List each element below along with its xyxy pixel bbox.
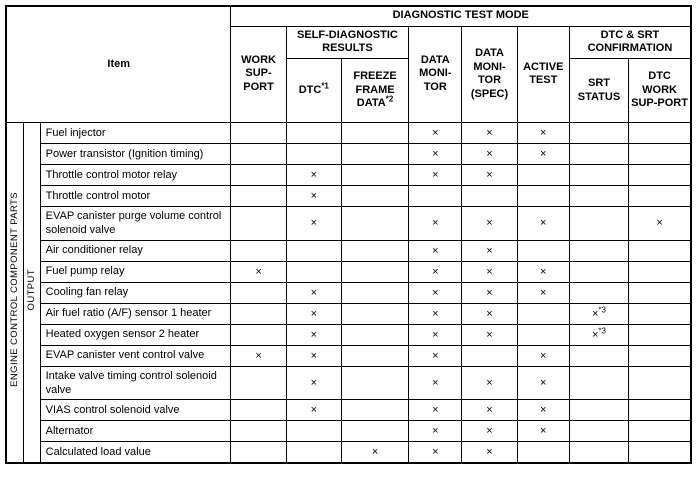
cell-active-test: × — [517, 207, 569, 241]
cell-dtc: × — [286, 400, 341, 421]
cell-dtc — [286, 144, 341, 165]
cell-data-monitor-spec — [462, 345, 517, 366]
cell-data-monitor-spec: × — [462, 400, 517, 421]
cell-srt-status — [569, 282, 628, 303]
cell-dtc — [286, 261, 341, 282]
row-item-label: Throttle control motor — [40, 186, 231, 207]
row-item-label: Intake valve timing control solenoid valve — [40, 366, 231, 400]
cell-dtc — [286, 240, 341, 261]
cell-active-test — [517, 165, 569, 186]
cell-data-monitor: × — [409, 324, 462, 345]
cell-srt-status — [569, 186, 628, 207]
cell-data-monitor: × — [409, 144, 462, 165]
cell-freeze-frame-data — [341, 400, 408, 421]
cell-work-support: × — [231, 345, 286, 366]
cell-active-test: × — [517, 345, 569, 366]
cell-srt-status — [569, 144, 628, 165]
cell-data-monitor-spec: × — [462, 366, 517, 400]
cell-freeze-frame-data — [341, 345, 408, 366]
cell-work-support — [231, 442, 286, 463]
cell-data-monitor: × — [409, 421, 462, 442]
cell-work-support — [231, 207, 286, 241]
cell-data-monitor: × — [409, 282, 462, 303]
table-header — [6, 6, 691, 123]
cell-work-support — [231, 165, 286, 186]
row-item-label: Power transistor (Ignition timing) — [40, 144, 231, 165]
row-item-label: Calculated load value — [40, 442, 231, 463]
row-item-label: EVAP canister vent control valve — [40, 345, 231, 366]
cell-data-monitor: × — [409, 345, 462, 366]
cell-work-support — [231, 282, 286, 303]
cell-srt-status — [569, 207, 628, 241]
cell-data-monitor: × — [409, 207, 462, 241]
dtc-header: DTC$^{*1}$ — [286, 59, 341, 123]
cell-active-test: × — [517, 261, 569, 282]
cell-freeze-frame-data — [341, 186, 408, 207]
cell-data-monitor: × — [409, 366, 462, 400]
cell-active-test: × — [517, 282, 569, 303]
cell-srt-status — [569, 400, 628, 421]
table-row — [6, 345, 691, 366]
cell-freeze-frame-data: × — [341, 442, 408, 463]
cell-active-test: × — [517, 144, 569, 165]
cell-dtc: × — [286, 324, 341, 345]
row-item-label: Heated oxygen sensor 2 heater — [40, 324, 231, 345]
cell-dtc-work-support — [629, 186, 691, 207]
cell-freeze-frame-data — [341, 123, 408, 144]
row-item-label: Fuel pump relay — [40, 261, 231, 282]
row-item-label: Air fuel ratio (A/F) sensor 1 heater — [40, 303, 231, 324]
cell-data-monitor: × — [409, 303, 462, 324]
dtc-srt-confirmation-header: DTC & SRT CONFIRMATION — [569, 26, 691, 59]
cell-data-monitor-spec: × — [462, 282, 517, 303]
cell-active-test: × — [517, 421, 569, 442]
engine-control-component-parts-label: ENGINE CONTROL COMPONENT PARTS — [9, 192, 21, 388]
cell-srt-status — [569, 442, 628, 463]
cell-data-monitor-spec: × — [462, 324, 517, 345]
cell-srt-status — [569, 261, 628, 282]
cell-data-monitor: × — [409, 442, 462, 463]
cell-dtc-work-support — [629, 345, 691, 366]
diag-table-body — [6, 123, 691, 463]
cell-dtc-work-support — [629, 282, 691, 303]
cell-srt-status — [569, 345, 628, 366]
table-row — [6, 400, 691, 421]
cell-active-test: × — [517, 123, 569, 144]
cell-dtc-work-support — [629, 240, 691, 261]
cell-srt-status — [569, 123, 628, 144]
cell-active-test — [517, 186, 569, 207]
cell-work-support: × — [231, 261, 286, 282]
cell-srt-status: ×$^{*3}$ — [569, 303, 628, 324]
cell-freeze-frame-data — [341, 303, 408, 324]
cell-data-monitor-spec: × — [462, 165, 517, 186]
cell-work-support — [231, 303, 286, 324]
data-monitor-spec-header: DATA MONI-TOR (SPEC) — [462, 26, 517, 123]
cell-dtc: × — [286, 345, 341, 366]
freeze-frame-data-header: FREEZE FRAME DATA$^{*2}$ — [341, 59, 408, 123]
diagnostic-test-mode-table — [5, 5, 692, 464]
cell-data-monitor: × — [409, 240, 462, 261]
table-row — [6, 165, 691, 186]
self-diagnostic-results-header: SELF-DIAGNOSTIC RESULTS — [286, 26, 409, 59]
cell-freeze-frame-data — [341, 144, 408, 165]
cell-freeze-frame-data — [341, 282, 408, 303]
cell-data-monitor — [409, 186, 462, 207]
cell-dtc-work-support — [629, 442, 691, 463]
cell-work-support — [231, 240, 286, 261]
row-group-strip — [23, 123, 40, 463]
table-row — [6, 144, 691, 165]
cell-dtc: × — [286, 303, 341, 324]
cell-dtc-work-support — [629, 144, 691, 165]
cell-data-monitor-spec: × — [462, 261, 517, 282]
cell-freeze-frame-data — [341, 261, 408, 282]
cell-data-monitor-spec: × — [462, 421, 517, 442]
cell-work-support — [231, 366, 286, 400]
cell-work-support — [231, 421, 286, 442]
cell-data-monitor-spec: × — [462, 123, 517, 144]
cell-dtc — [286, 421, 341, 442]
row-item-label: EVAP canister purge volume control solenoid valve — [40, 207, 231, 241]
cell-data-monitor-spec — [462, 186, 517, 207]
cell-dtc — [286, 442, 341, 463]
cell-dtc-work-support — [629, 421, 691, 442]
cell-srt-status — [569, 366, 628, 400]
row-item-label: Air conditioner relay — [40, 240, 231, 261]
table-row — [6, 123, 691, 144]
cell-work-support — [231, 186, 286, 207]
cell-data-monitor-spec: × — [462, 207, 517, 241]
cell-srt-status — [569, 421, 628, 442]
row-item-label: Fuel injector — [40, 123, 231, 144]
cell-data-monitor-spec: × — [462, 442, 517, 463]
cell-active-test: × — [517, 400, 569, 421]
cell-data-monitor-spec: × — [462, 303, 517, 324]
table-row — [6, 324, 691, 345]
cell-active-test — [517, 324, 569, 345]
cell-freeze-frame-data — [341, 165, 408, 186]
cell-data-monitor: × — [409, 400, 462, 421]
cell-dtc: × — [286, 282, 341, 303]
cell-active-test — [517, 442, 569, 463]
cell-active-test: × — [517, 366, 569, 400]
table-row — [6, 282, 691, 303]
cell-work-support — [231, 324, 286, 345]
cell-work-support — [231, 123, 286, 144]
row-item-label: Cooling fan relay — [40, 282, 231, 303]
cell-data-monitor-spec: × — [462, 144, 517, 165]
cell-freeze-frame-data — [341, 366, 408, 400]
cell-dtc-work-support — [629, 400, 691, 421]
cell-work-support — [231, 144, 286, 165]
table-row — [6, 442, 691, 463]
cell-data-monitor: × — [409, 123, 462, 144]
diagnostic-test-mode-header: DIAGNOSTIC TEST MODE — [231, 6, 691, 26]
table-row — [6, 240, 691, 261]
cell-dtc: × — [286, 165, 341, 186]
row-item-label: Throttle control motor relay — [40, 165, 231, 186]
cell-dtc-work-support — [629, 123, 691, 144]
table-row — [6, 366, 691, 400]
row-item-label: Alternator — [40, 421, 231, 442]
data-monitor-header: DATA MONI-TOR — [409, 26, 462, 123]
cell-dtc: × — [286, 366, 341, 400]
cell-dtc-work-support — [629, 165, 691, 186]
item-column-header: Item — [6, 6, 231, 123]
table-row — [6, 421, 691, 442]
table-row — [6, 261, 691, 282]
cell-freeze-frame-data — [341, 421, 408, 442]
row-group-strip — [6, 123, 23, 463]
cell-dtc: × — [286, 186, 341, 207]
srt-status-header: SRT STATUS — [569, 59, 628, 123]
table-row — [6, 303, 691, 324]
row-item-label: VIAS control solenoid valve — [40, 400, 231, 421]
cell-data-monitor: × — [409, 261, 462, 282]
cell-srt-status — [569, 165, 628, 186]
cell-dtc: × — [286, 207, 341, 241]
cell-srt-status: ×$^{*3}$ — [569, 324, 628, 345]
cell-dtc-work-support — [629, 303, 691, 324]
active-test-header: ACTIVE TEST — [517, 26, 569, 123]
cell-data-monitor: × — [409, 165, 462, 186]
cell-srt-status — [569, 240, 628, 261]
dtc-work-support-header: DTC WORK SUP-PORT — [629, 59, 691, 123]
cell-dtc-work-support: × — [629, 207, 691, 241]
cell-dtc-work-support — [629, 366, 691, 400]
cell-freeze-frame-data — [341, 207, 408, 241]
header-row-1 — [6, 6, 691, 26]
cell-dtc — [286, 123, 341, 144]
table-row — [6, 186, 691, 207]
cell-freeze-frame-data — [341, 240, 408, 261]
cell-dtc-work-support — [629, 324, 691, 345]
cell-freeze-frame-data — [341, 324, 408, 345]
cell-data-monitor-spec: × — [462, 240, 517, 261]
work-support-header: WORK SUP-PORT — [231, 26, 286, 123]
table-row — [6, 207, 691, 241]
output-label: OUTPUT — [26, 269, 38, 311]
cell-active-test — [517, 240, 569, 261]
cell-active-test — [517, 303, 569, 324]
cell-work-support — [231, 400, 286, 421]
cell-dtc-work-support — [629, 261, 691, 282]
